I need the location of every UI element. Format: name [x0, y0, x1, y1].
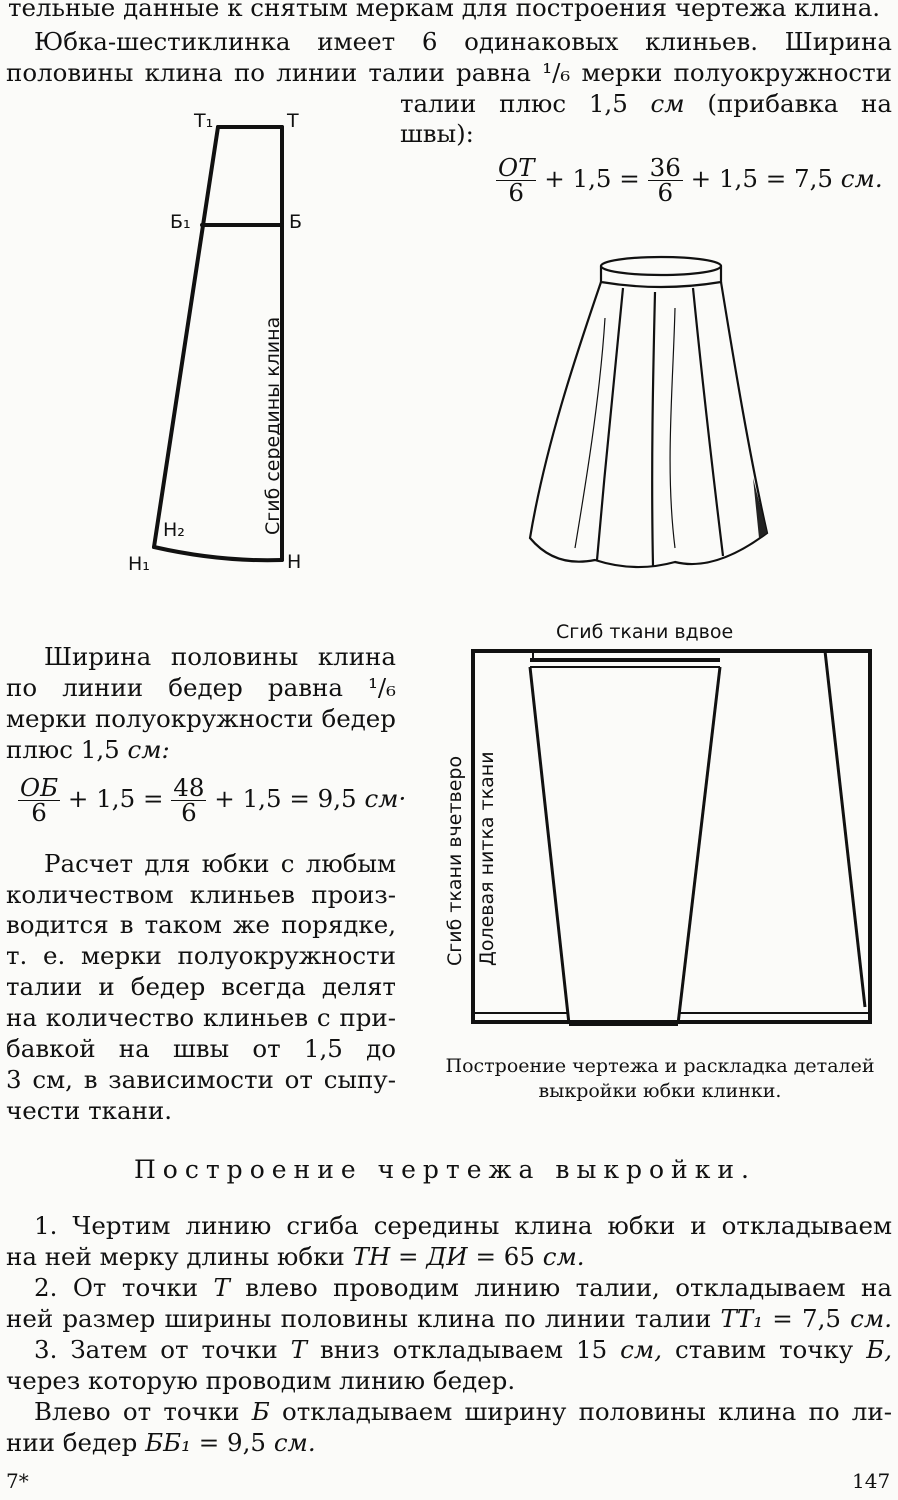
step-3-line-2: через которую проводим линию бедер.	[6, 1366, 516, 1395]
label-fold-quarter: Сгиб ткани вчетверо	[444, 755, 466, 966]
step-2-line-1: 2. От точки Т влево проводим линию талии, откладываем на	[34, 1273, 892, 1302]
calc-line-6: на количество клиньев с при-	[6, 1003, 396, 1032]
calc-line-3: водится в таком же порядке,	[6, 910, 396, 939]
label-b: Б	[289, 211, 303, 233]
formula-waist: $\frac{ОТ}{6}$ + 1,5 = $\frac{36}{6}$ + 1,5 = 7,5 см.	[498, 153, 883, 207]
hip-line-3: мерки полуокружности бедер	[6, 704, 396, 733]
step-2-line-2: ней размер ширины половины клина по линии талии ТТ₁ = 7,5 см.	[6, 1304, 892, 1333]
calc-line-2: количеством клиньев произ-	[6, 880, 396, 909]
figure-caption: Построение чертежа и раскладка деталей выкройки юбки клинки.	[445, 1055, 875, 1102]
step-3-line-1: 3. Затем от точки Т вниз откладываем 15 см, ставим точку Б,	[34, 1335, 892, 1364]
section-heading: Построение чертежа выкройки.	[134, 1155, 756, 1184]
label-h1: Н₁	[128, 553, 150, 575]
top-line: тельные данные к снятым меркам для построения чертежа клина.	[8, 0, 881, 22]
formula-hip: $\frac{ОБ}{6}$ + 1,5 = $\frac{48}{6}$ + 1,5 = 9,5 см·	[20, 773, 407, 827]
skirt-illustration	[525, 248, 775, 578]
fabric-layout-diagram	[465, 645, 880, 1035]
calc-line-1: Расчет для юбки с любым	[44, 849, 396, 878]
hip-line-2: по линии бедер равна ¹/₆	[6, 673, 396, 702]
intro-line-1: Юбка-шестиклинка имеет 6 одинаковых клиньев. Ширина	[34, 27, 892, 56]
label-h2: Н₂	[163, 519, 185, 541]
step-4-line-2: нии бедер ББ₁ = 9,5 см.	[6, 1428, 316, 1457]
step-4-line-1: Влево от точки Б откладываем ширину половины клина по ли-	[34, 1397, 892, 1426]
hip-line-4: плюс 1,5 см:	[6, 735, 170, 764]
label-grain: Долевая нитка ткани	[476, 751, 498, 966]
gore-pattern-drawing	[110, 100, 350, 590]
calc-line-8: 3 см, в зависимости от сыпу-	[6, 1065, 396, 1094]
hip-line-1: Ширина половины клина	[44, 642, 396, 671]
intro-line-3: талии плюс 1,5 см (прибавка на	[400, 89, 892, 118]
label-fold-double: Сгиб ткани вдвое	[556, 621, 734, 643]
label-t: Т	[287, 110, 299, 132]
intro-line-2: половины клина по линии талии равна ¹/₆ мерки полуокружности	[6, 58, 892, 87]
intro-line-4: швы):	[400, 119, 474, 148]
calc-line-9: чести ткани.	[6, 1096, 173, 1125]
label-fold-center: Сгиб середины клина	[262, 316, 284, 535]
calc-line-4: т. е. мерки полуокружности	[6, 941, 396, 970]
footer-left: 7*	[6, 1469, 29, 1493]
step-1-line-2: на ней мерку длины юбки ТН = ДИ = 65 см.	[6, 1242, 585, 1271]
label-b1: Б₁	[170, 211, 191, 233]
label-t1: Т₁	[194, 110, 214, 132]
calc-line-5: талии и бедер всегда делят	[6, 972, 396, 1001]
label-h: Н	[287, 551, 302, 573]
calc-line-7: бавкой на швы от 1,5 до	[6, 1034, 396, 1063]
page-number: 147	[852, 1469, 891, 1493]
step-1-line-1: 1. Чертим линию сгиба середины клина юбки и откладываем	[34, 1211, 892, 1240]
